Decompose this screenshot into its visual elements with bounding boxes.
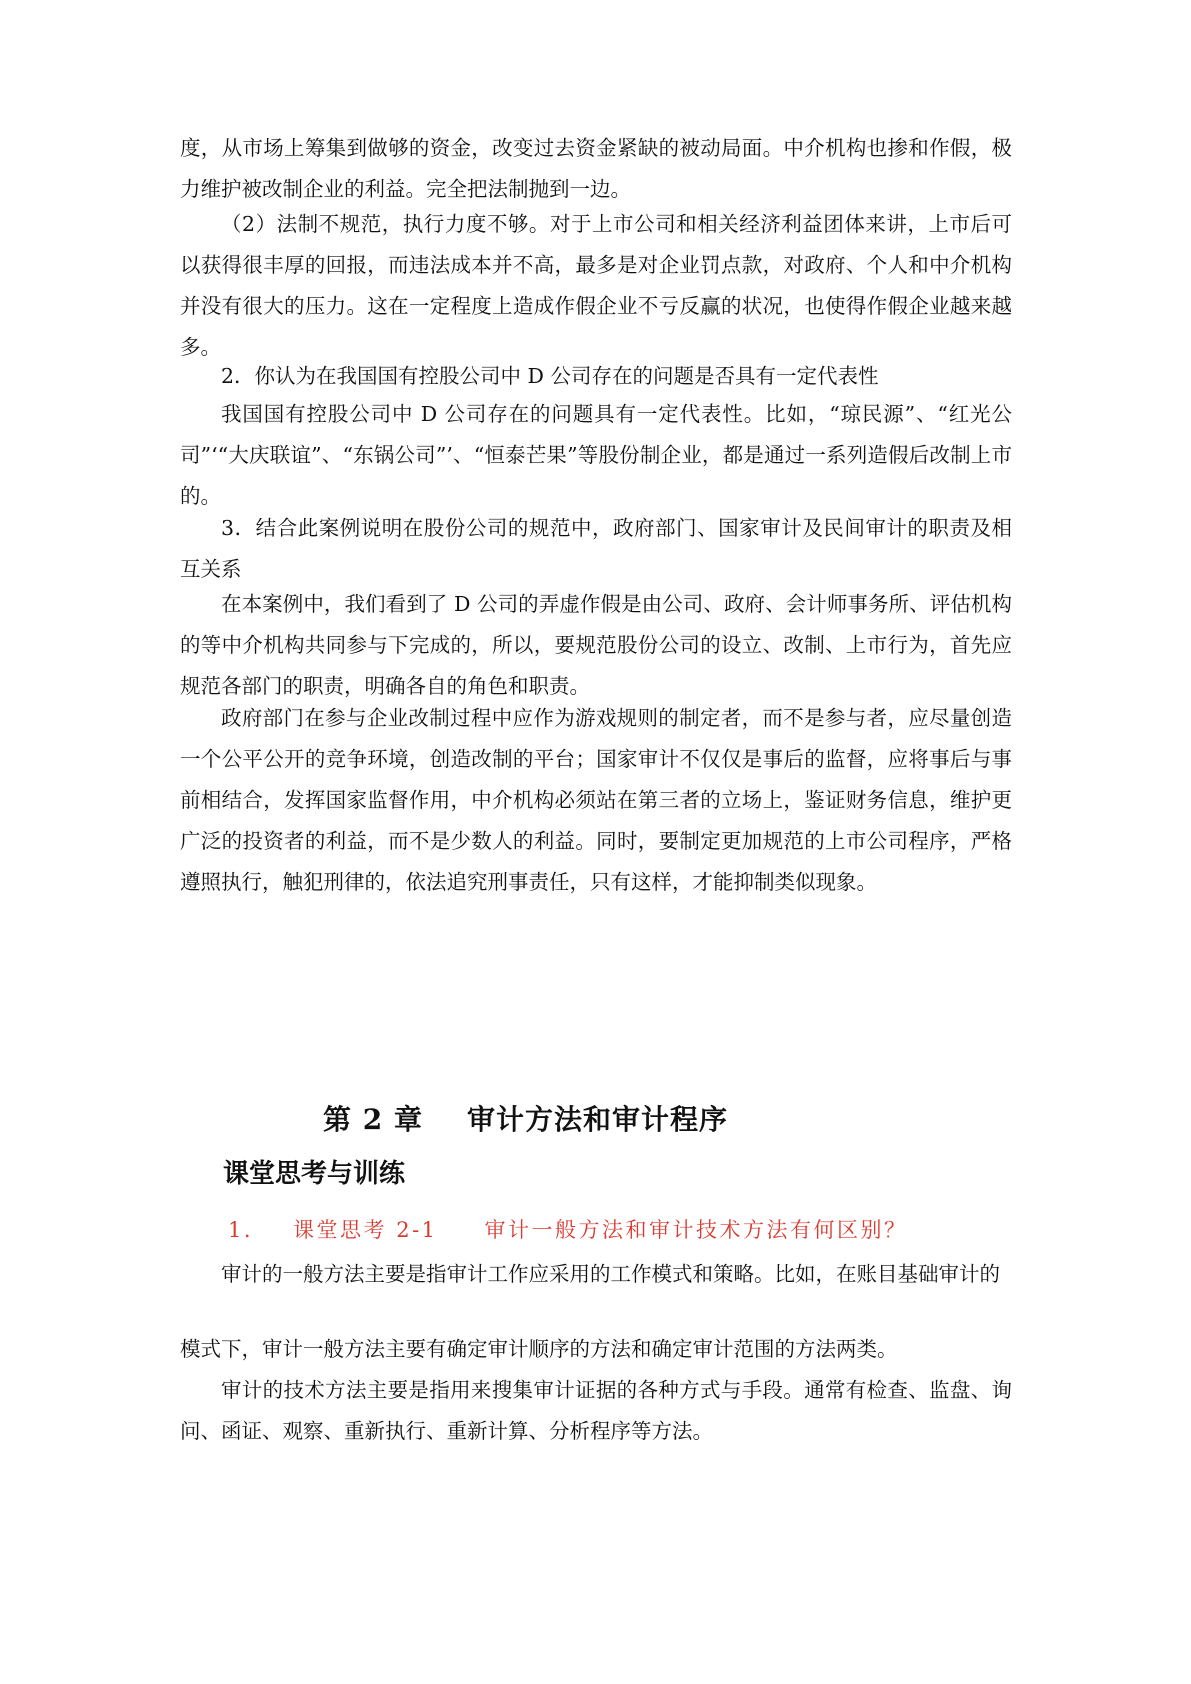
answer-paragraph-3b: 政府部门在参与企业改制过程中应作为游戏规则的制定者，而不是参与者，应尽量创造一个公平公开的竞争环境，创造改制的平台；国家审计不仅仅是事后的监督，应将事后与事前相结合，发挥国家监督作用，中介机构必须站在第三者的立场上，鉴证财务信息，维护更广泛的投资者的利益，而不是少数人的利益。同时，要制定更加规范的上市公司程序，严格遵照执行，触犯刑律的，依法追究刑事责任，只有这样，才能抑制类似现象。 [180,706,1012,894]
chapter-title: 审计方法和审计程序 [466,1103,728,1136]
answer-paragraph-technical: 审计的技术方法主要是指用来搜集审计证据的各种方式与手段。通常有检查、监盘、询问、函证、观察、重新执行、重新计算、分析程序等方法。 [180,1378,1012,1443]
answer-paragraph-2: 我国国有控股公司中 D 公司存在的问题具有一定代表性。比如，“琼民源”、“红光公司”‘“大庆联谊”、“东锅公司”’、“恒泰芒果”等股份制企业，都是通过一系列造假后改制上市的。 [180,402,1012,508]
question-heading-3: 3．结合此案例说明在股份公司的规范中，政府部门、国家审计及民间审计的职责及相互关系 [180,516,1012,581]
paragraph-continued: 度，从市场上筹集到做够的资金，改变过去资金紧缺的被动局面。中介机构也掺和作假，极力维护被改制企业的利益。完全把法制抛到一边。 [180,136,1012,201]
classroom-question [228,1210,908,1250]
answer-paragraph-3a: 在本案例中，我们看到了 D 公司的弄虚作假是由公司、政府、会计师事务所、评估机构的等中介机构共同参与下完成的，所以，要规范股份公司的设立、改制、上市行为，首先应规范各部门的职责，明确各自的角色和职责。 [180,592,1012,698]
answer-line-1: 审计的一般方法主要是指审计工作应采用的工作模式和策略。比如，在账目基础审计的 [221,1262,1000,1286]
chapter-number: 第 2 章 [323,1103,423,1136]
question-heading-2: 2．你认为在我国国有控股公司中 D 公司存在的问题是否具有一定代表性 [221,364,879,388]
section-title: 课堂思考与训练 [223,1159,406,1189]
answer-line-2: 模式下，审计一般方法主要有确定审计顺序的方法和确定审计范围的方法两类。 [180,1337,898,1361]
chapter-heading [323,1100,728,1140]
question-number: 1. [228,1218,254,1242]
question-text: 课堂思考 2-1 审计一般方法和审计技术方法有何区别？ [293,1218,908,1242]
paragraph-point-2: （2）法制不规范，执行力度不够。对于上市公司和相关经济利益团体来讲，上市后可以获得很丰厚的回报，而违法成本并不高，最多是对企业罚点款，对政府、个人和中介机构并没有很大的压力。这在一定程度上造成作假企业不亏反赢的状况，也使得作假企业越来越多。 [180,212,1012,359]
